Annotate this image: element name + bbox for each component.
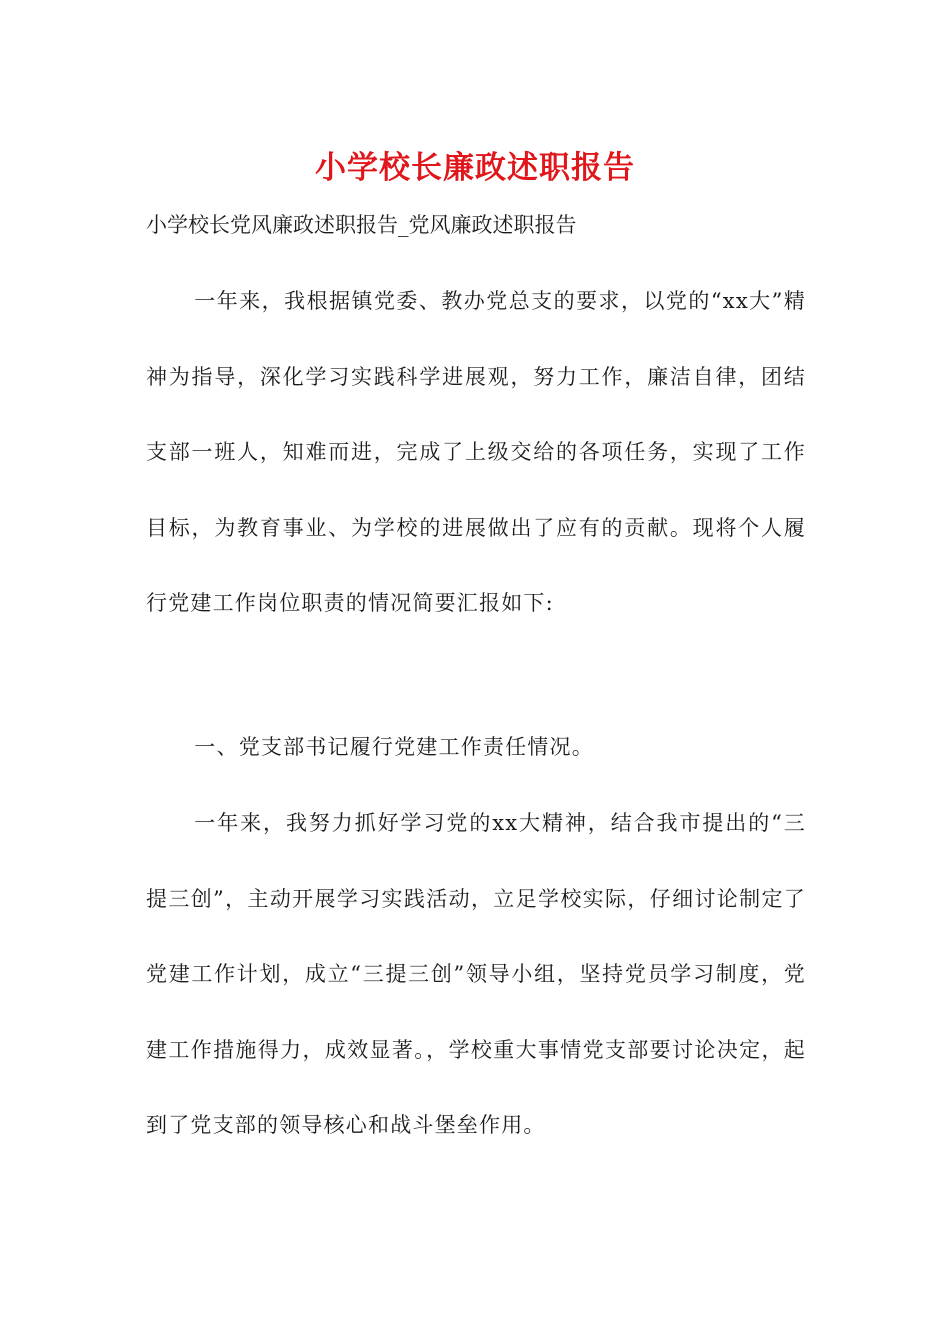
section-heading-1: 一、党支部书记履行党建工作责任情况。 <box>194 735 594 759</box>
document-subtitle: 小学校长党风廉政述职报告_党风廉政述职报告 <box>146 213 577 237</box>
document-title: 小学校长廉政述职报告 <box>315 150 635 186</box>
paragraph-intro: 一年来，我根据镇党委、教办党总支的要求，以党的“xx大”精神为指导，深化学习实践科学进展观，努力工作，廉洁自律，团结支部一班人，知难而进，完成了上级交给的各项任务，实现了工作目标，为教育事业、为学校的进展做出了应有的贡献。现将个人履行党建工作岗位职责的情况简要汇报如下: <box>146 289 806 615</box>
paragraph-section-1: 一年来，我努力抓好学习党的xx大精神，结合我市提出的“三提三创”，主动开展学习实践活动，立足学校实际，仔细讨论制定了党建工作计划，成立“三提三创”领导小组，坚持党员学习制度，党建工作措施得力，成效显著。，学校重大事情党支部要讨论决定，起到了党支部的领导核心和战斗堡垒作用。 <box>146 811 806 1137</box>
